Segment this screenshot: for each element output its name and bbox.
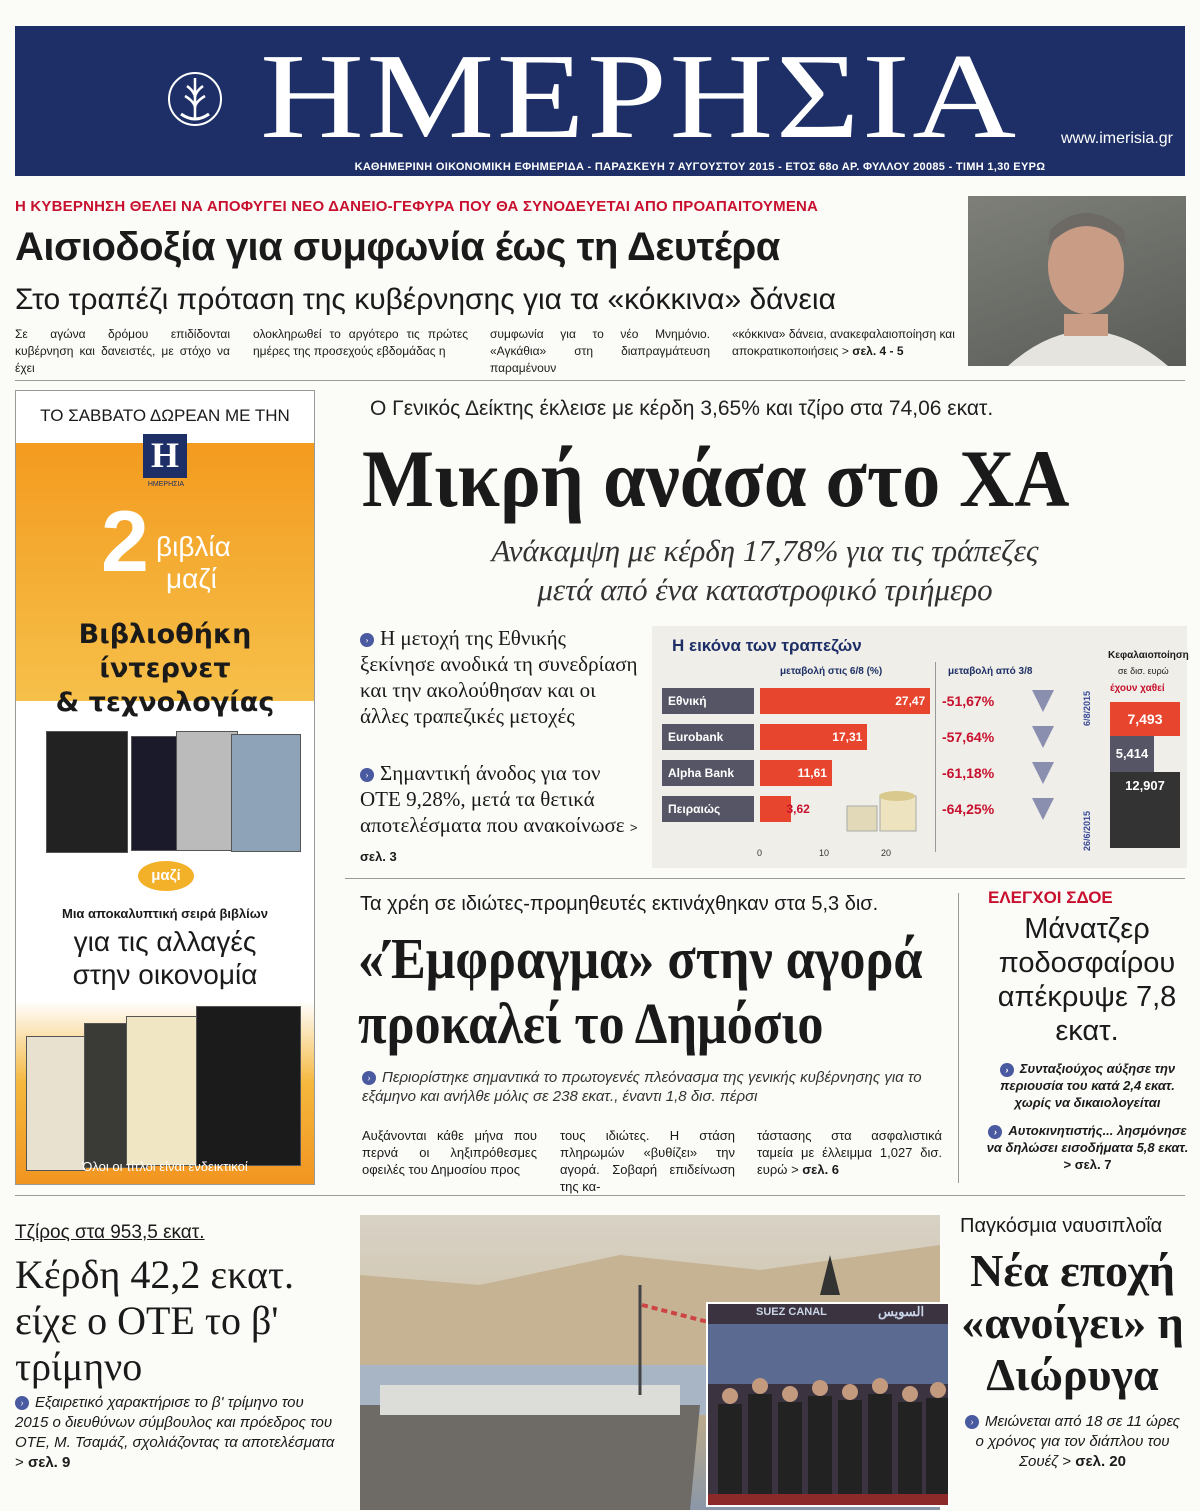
ad-book-cover	[26, 1036, 86, 1171]
suez-headline[interactable]: Νέα εποχή «ανοίγει» η Διώρυγα	[961, 1245, 1184, 1400]
debt-body-text: τάστασης στα ασφαλιστικά ταμεία με έλλειμμα 1,027 δισ. ευρώ	[757, 1128, 942, 1177]
cap-date-before: 26/6/2015	[1082, 810, 1092, 851]
ad-book-cover	[126, 1016, 204, 1166]
ad-book-cover	[196, 1006, 301, 1166]
ad-book-cover	[46, 731, 128, 853]
cap-unit: σε δισ. ευρώ	[1118, 666, 1169, 676]
masthead	[15, 26, 1185, 176]
chart-divider	[935, 662, 936, 852]
market-kicker: Ο Γενικός Δείκτης έκλεισε με κέρδη 3,65% και τζίρο στα 74,06 εκατ.	[370, 397, 994, 420]
bar-2: 11,61	[760, 760, 832, 786]
sdoe-bullet-2: › Αυτοκινητιστής... λησμόνησε να δηλώσει εισοδήματα 5,8 εκατ. > σελ. 7	[986, 1123, 1189, 1172]
wheat-emblem-icon	[135, 54, 255, 144]
chart-title: Η εικόνα των τραπεζών	[672, 636, 862, 655]
ad-sub-1: για τις αλλαγές	[73, 926, 257, 957]
debt-body-col1: Αυξάνονται κάθε μήνα που περνά οι ληξιπρόθεσμες οφειλές του Δημοσίου προς	[362, 1128, 537, 1177]
promo-ad[interactable]	[15, 390, 315, 1185]
divider	[15, 1195, 1185, 1196]
suez-bullet-text: Μειώνεται από 18 σε 11 ώρες ο χρόνος για τον διάπλου του Σουέζ	[975, 1413, 1180, 1470]
newspaper-title: ΗΜΕΡΗΣΙΑ	[260, 29, 1019, 164]
divider	[15, 380, 1185, 381]
ad-number: 2	[101, 494, 149, 590]
ad-title-1: Βιβλιοθήκη	[78, 619, 252, 650]
market-bullet-2: › Σημαντική άνοδος για τον ΟΤΕ 9,28%, μετά τα θετικά αποτελέσματα που ανακοίνωσε > σελ. 3	[360, 761, 638, 864]
market-deck-1: Ανάκαμψη με κέρδη 17,78% για τις τράπεζες	[491, 533, 1039, 568]
website-url[interactable]: www.imerisia.gr	[1060, 130, 1173, 147]
bullet-arrow-icon: ›	[1000, 1063, 1014, 1077]
ad-books-together: μαζί	[166, 563, 217, 594]
cap-lost-label: έχουν χαθεί	[1110, 683, 1165, 694]
market-deck-2: μετά από ένα καταστροφικό τριήμερο	[537, 572, 993, 607]
ote-page-ref[interactable]: σελ. 9	[27, 1454, 71, 1471]
cap-title: Κεφαλαιοποίηση	[1108, 650, 1189, 661]
debt-kicker: Τα χρέη σε ιδιώτες-προμηθευτές εκτινάχθηκαν στα 5,3 δισ.	[360, 893, 879, 915]
crowd-illustration-icon	[708, 1324, 950, 1507]
down-arrow-icon	[1032, 762, 1054, 784]
market-page-ref[interactable]: σελ. 3	[360, 849, 397, 864]
bar-change-1: -57,64%	[942, 729, 995, 745]
sdoe-bullet-2-text: Αυτοκινητιστής... λησμόνησε να δηλώσει εισοδήματα 5,8 εκατ.	[986, 1123, 1189, 1155]
ad-badge: μαζί	[138, 861, 194, 891]
lead-body-col2: ολοκληρωθεί το αργότερο τις πρώτες ημέρες της προσεχούς εβδομάδας η	[253, 327, 468, 358]
sdoe-headline[interactable]: Μάνατζερ ποδοσφαίρου απέκρυψε 7,8 εκατ.	[997, 913, 1177, 1047]
bar-change-3: -64,25%	[942, 801, 995, 817]
bullet-arrow-icon: ›	[988, 1125, 1002, 1139]
lead-body-col4: «κόκκινα» δάνεια, ανακεφαλαιοποίηση και αποκρατικοποιήσεις > σελ. 4 - 5	[732, 327, 955, 358]
bar-change-2: -61,18%	[942, 765, 995, 781]
market-bullet-2-text: Σημαντική άνοδος για τον ΟΤΕ 9,28%, μετά τα θετικά αποτελέσματα που ανακοίνωσε	[360, 761, 625, 837]
lead-page-ref[interactable]: σελ. 4 - 5	[852, 344, 904, 358]
bar-change-0: -51,67%	[942, 693, 995, 709]
ote-kicker: Τζίρος στα 953,5 εκατ.	[15, 1222, 205, 1243]
lead-subhead: Στο τραπέζι πρόταση της κυβέρνησης για τα «κόκκινα» δάνεια	[15, 283, 836, 316]
ad-title-2: ίντερνετ	[99, 653, 231, 684]
suez-kicker: Παγκόσμια ναυσιπλοΐα	[960, 1215, 1163, 1237]
ad-top-line: ΤΟ ΣΑΒΒΑΤΟ ΔΩΡΕΑΝ ΜΕ ΤΗΝ	[40, 406, 290, 425]
chart-col1-label: μεταβολή στις 6/8 (%)	[780, 666, 883, 677]
suez-page-ref[interactable]: σελ. 20	[1075, 1453, 1126, 1470]
minister-photo	[968, 196, 1186, 366]
sdoe-bullet-1-text: Συνταξιούχος αύξησε την περιουσία του κατά 2,4 εκατ. χωρίς να δικαιολογείται	[1000, 1061, 1176, 1110]
coins-illustration-icon	[842, 786, 922, 836]
bullet-arrow-icon: ›	[965, 1415, 979, 1429]
down-arrow-icon	[1032, 798, 1054, 820]
lead-headline[interactable]: Αισιοδοξία για συμφωνία έως τη Δευτέρα	[15, 225, 780, 269]
lead-body-col3: συμφωνία για το νέο Μνημόνιο. «Αγκάθια» στη διαπραγμάτευση παραμένουν	[490, 327, 710, 375]
ad-book-cover	[176, 731, 238, 851]
debt-headline-1[interactable]: «Έμφραγμα» στην αγορά	[358, 926, 923, 991]
cap-before-box: 12,907	[1110, 772, 1180, 848]
down-arrow-icon	[1032, 690, 1054, 712]
debt-bullet-text: Περιορίστηκε σημαντικά το πρωτογενές πλεόνασμα της γενικής κυβέρνησης για το εξάμηνο και ανήλθε μόλις σε 238 εκατ., έναντι 1,8 δισ. πέρσι	[362, 1069, 922, 1105]
cap-date-now: 6/8/2015	[1082, 690, 1092, 726]
bar-3: 3,62	[760, 796, 791, 822]
debt-bullet	[362, 1068, 952, 1106]
ad-logo-word: ΗΜΕΡΗΣΙΑ	[147, 481, 185, 488]
suez-bullet: › Μειώνεται από 18 σε 11 ώρες ο χρόνος για τον διάπλου του Σουέζ > σελ. 20	[960, 1412, 1185, 1472]
bar-label-3: Πειραιώς	[662, 796, 754, 822]
suez-banner-ar: السويس	[878, 1304, 925, 1319]
ad-book-cover	[231, 734, 301, 852]
bar-label-2: Alpha Bank	[662, 760, 754, 786]
leaders-photo	[706, 1302, 950, 1507]
bullet-arrow-icon: ›	[15, 1396, 29, 1410]
bullet-arrow-icon: ›	[362, 1071, 376, 1085]
debt-page-ref[interactable]: σελ. 6	[802, 1162, 840, 1177]
sdoe-bullet-1	[985, 1060, 1190, 1111]
market-bullet-1	[360, 625, 640, 729]
cap-lost-box: 7,493	[1110, 702, 1180, 736]
bullet-arrow-icon: ›	[360, 768, 374, 782]
divider	[345, 878, 1185, 879]
cap-now-box: 5,414	[1110, 736, 1154, 772]
lead-body-col1: Σε αγώνα δρόμου επιδίδονται κυβέρνηση και δανειστές, με στόχο να έχει	[15, 327, 230, 375]
ad-title-3: & τεχνολογίας	[55, 687, 275, 718]
lead-body-text: «κόκκινα» δάνεια, ανακεφαλαιοποίηση και αποκρατικοποιήσεις	[732, 327, 955, 358]
bar-label-0: Εθνική	[662, 688, 754, 714]
lead-kicker: Η ΚΥΒΕΡΝΗΣΗ ΘΕΛΕΙ ΝΑ ΑΠΟΦΥΓΕΙ ΝΕΟ ΔΑΝΕΙΟ-ΓΕΦΥΡΑ ΠΟΥ ΘΑ ΣΥΝΟΔΕΥΕΤΑΙ ΑΠΟ ΠΡΟΑΠΑΙΤΟΥΜΕΝΑ	[15, 198, 819, 215]
x-tick-1: 10	[818, 848, 829, 858]
ote-bullet: › Εξαιρετικό χαρακτήρισε το β' τρίμηνο του 2015 ο διευθύνων σύμβουλος και πρόεδρος του ΟΤΕ, Μ. Τσαμάζ, σχολιάζοντας τα αποτελέσματα > σελ. 9	[15, 1394, 335, 1471]
sdoe-page-ref[interactable]: σελ. 7	[1074, 1157, 1112, 1172]
bar-1: 17,31	[760, 724, 867, 750]
debt-body-col2: τους ιδιώτες. Η στάση πληρωμών «βυθίζει» την αγορά. Σοβαρή επιδείνωση της κα-	[560, 1128, 735, 1194]
ad-footer: Όλοι οι τίτλοι είναι ενδεικτικοί	[82, 1159, 248, 1174]
chart-col2-label: μεταβολή από 3/8	[948, 666, 1033, 677]
ad-sub-2: στην οικονομία	[72, 959, 258, 990]
down-arrow-icon	[1032, 726, 1054, 748]
x-tick-0: 0	[757, 848, 763, 858]
ad-books-word: βιβλία	[156, 531, 231, 562]
ote-headline[interactable]: Κέρδη 42,2 εκατ. είχε ο ΟΤΕ το β' τρίμηνο	[15, 1252, 295, 1389]
suez-banner-en: SUEZ CANAL	[756, 1306, 827, 1318]
bullet-arrow-icon: ›	[360, 633, 374, 647]
divider	[958, 893, 959, 1183]
bar-label-1: Eurobank	[662, 724, 754, 750]
portrait-figure-icon	[968, 196, 1186, 366]
ad-series: Μια αποκαλυπτική σειρά βιβλίων	[61, 906, 268, 921]
market-bullet-1-text: Η μετοχή της Εθνικής ξεκίνησε ανοδικά τη συνεδρίαση και την ακολούθησαν και οι άλλες τραπεζικές μετοχές	[360, 626, 638, 728]
debt-body-col3: τάστασης στα ασφαλιστικά ταμεία με έλλειμμα 1,027 δισ. ευρώ > σελ. 6	[757, 1128, 942, 1177]
ad-logo-letter: Η	[143, 434, 187, 478]
issue-info-strip: ΚΑΘΗΜΕΡΙΝΗ ΟΙΚΟΝΟΜΙΚΗ ΕΦΗΜΕΡΙΔΑ - ΠΑΡΑΣΚΕΥΗ 7 ΑΥΓΟΥΣΤΟΥ 2015 - ΕΤΟΣ 68ο ΑΡ. ΦΥΛΛΟΥ 20085 - ΤΙΜΗ 1,30 ΕΥΡΩ	[354, 161, 1046, 173]
x-tick-2: 20	[880, 848, 891, 858]
ote-bullet-text: Εξαιρετικό χαρακτήρισε το β' τρίμηνο του 2015 ο διευθύνων σύμβουλος και πρόεδρος του ΟΤΕ, Μ. Τσαμάζ, σχολιάζοντας τα αποτελέσματα	[15, 1394, 335, 1451]
sdoe-kicker: ΕΛΕΓΧΟΙ ΣΔΟΕ	[988, 888, 1113, 907]
market-headline[interactable]: Μικρή ανάσα στο ΧΑ	[362, 433, 1070, 524]
banks-chart	[652, 626, 1187, 868]
bar-0: 27,47	[760, 688, 930, 714]
debt-headline-2[interactable]: προκαλεί το Δημόσιο	[358, 991, 824, 1056]
